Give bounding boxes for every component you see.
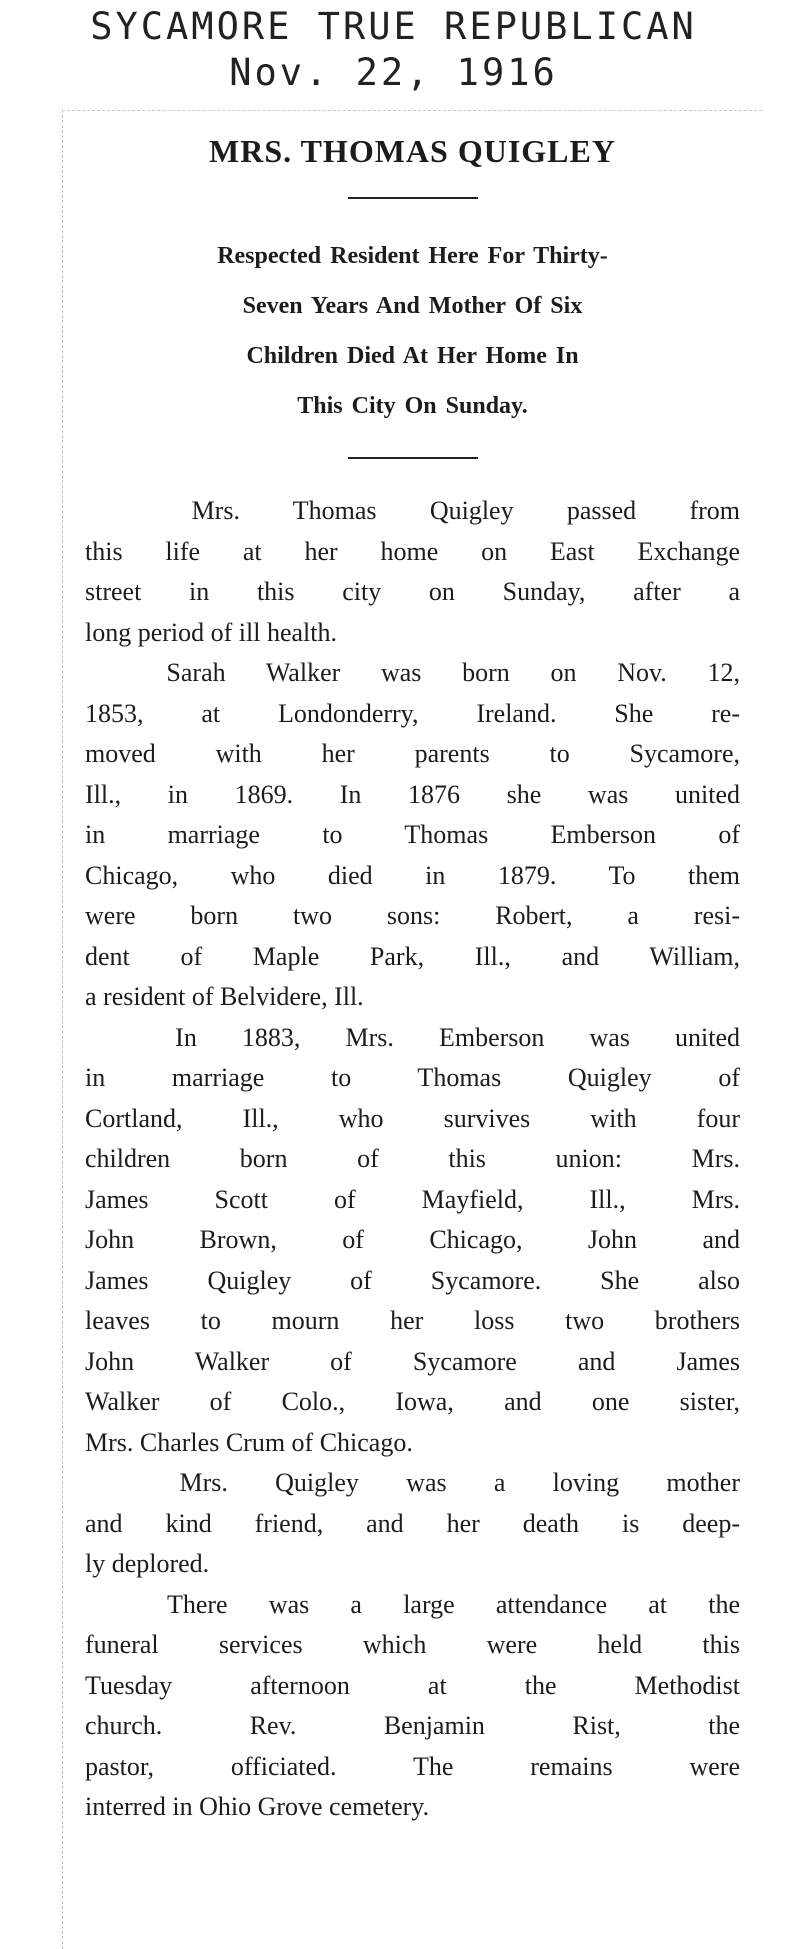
body-line: and kind friend, and her death is deep- [85,1508,740,1538]
body-line: Ill., in 1869. In 1876 she was united [85,779,740,809]
body-line: dent of Maple Park, Ill., and William, [85,941,740,971]
body-line: There was a large attendance at the [85,1589,740,1619]
body-line: moved with her parents to Sycamore, [85,739,740,768]
body-line: Mrs. Quigley was a loving mother [85,1468,740,1497]
headline-rule [348,197,478,199]
body-line: interred in Ohio Grove cemetery. [85,1792,430,1821]
body-line: Sarah Walker was born on Nov. 12, [85,658,740,687]
publication-date: Nov. 22, 1916 [229,51,558,94]
body-line: Tuesday afternoon at the Methodist [85,1670,740,1700]
body-line: John Brown, of Chicago, John and [85,1225,740,1254]
newspaper-clipping [62,110,762,1949]
deck-line: Children Died At Her Home In [246,343,579,369]
article-headline: MRS. THOMAS QUIGLEY [209,133,616,169]
body-line: a resident of Belvidere, Ill. [85,982,364,1011]
body-line: Mrs. Charles Crum of Chicago. [85,1427,413,1457]
deck-line: Respected Resident Here For Thirty- [217,243,608,269]
body-line: children born of this union: Mrs. [85,1144,740,1173]
body-line: pastor, officiated. The remains were [85,1751,740,1781]
deck-line: Seven Years And Mother Of Six [242,293,583,319]
masthead [0,4,787,96]
body-line: street in this city on Sunday, after a [85,577,740,606]
body-line: church. Rev. Benjamin Rist, the [85,1711,740,1740]
body-line: funeral services which were held this [85,1630,740,1659]
body-line: Mrs. Thomas Quigley passed from [85,496,740,525]
body-line: long period of ill health. [85,617,338,647]
body-line: John Walker of Sycamore and James [85,1346,740,1376]
deck-line: This City On Sunday. [297,393,528,419]
body-line: In 1883, Mrs. Emberson was united [85,1022,740,1052]
article-deck [85,231,740,431]
deck-rule [348,457,478,459]
body-line: in marriage to Thomas Emberson of [85,820,740,849]
body-line: Walker of Colo., Iowa, and one sister, [85,1387,740,1416]
body-line: Cortland, Ill., who survives with four [85,1103,740,1133]
body-line: ly deplored. [85,1549,210,1578]
body-line: 1853, at Londonderry, Ireland. She re- [85,698,740,728]
body-line: were born two sons: Robert, a resi- [85,901,740,930]
body-line: leaves to mourn her loss two brothers [85,1306,740,1335]
article-body [85,491,740,1828]
body-line: in marriage to Thomas Quigley of [85,1063,740,1092]
body-line: this life at her home on East Exchange [85,536,740,566]
body-line: Chicago, who died in 1879. To them [85,860,740,890]
body-line: James Scott of Mayfield, Ill., Mrs. [85,1184,740,1214]
newspaper-name: SYCAMORE TRUE REPUBLICAN [90,5,697,48]
body-line: James Quigley of Sycamore. She also [85,1265,740,1295]
